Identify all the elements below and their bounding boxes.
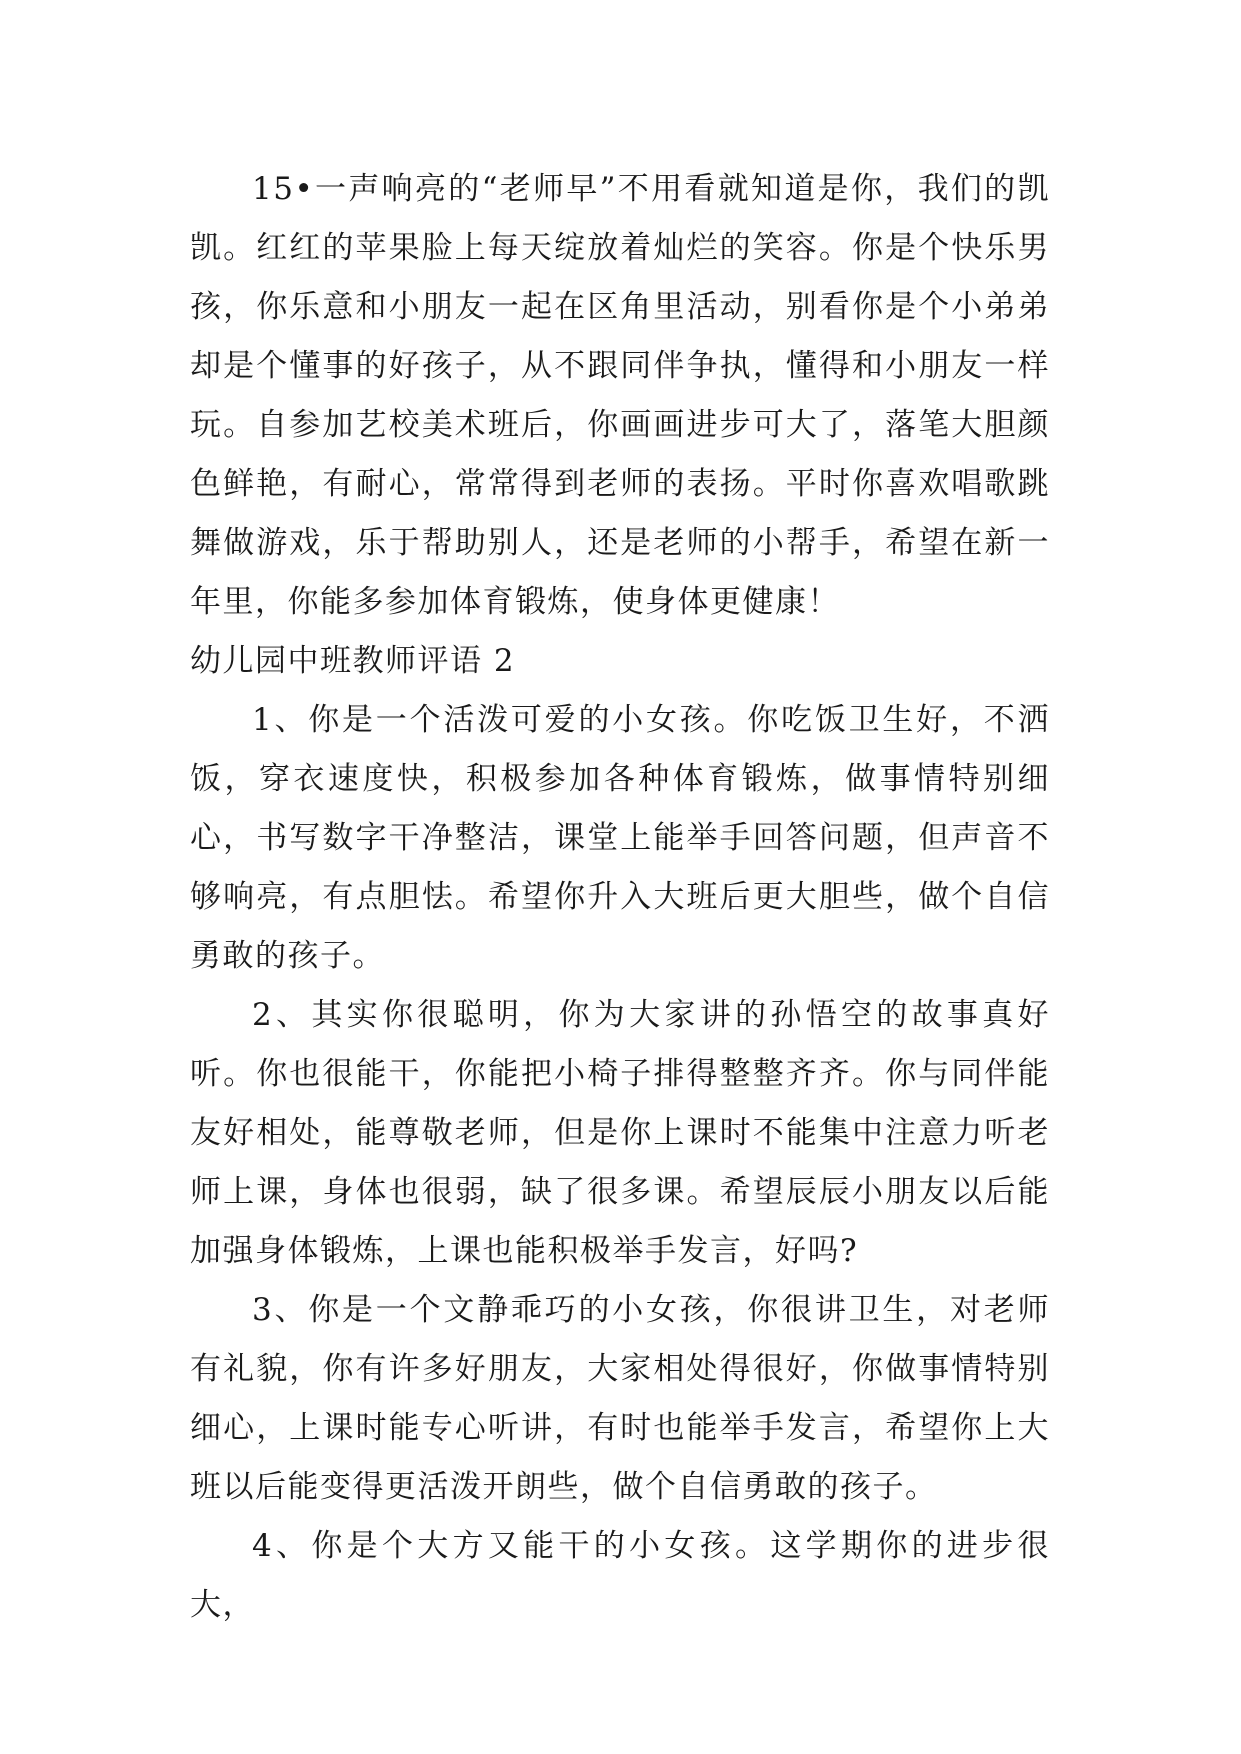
paragraph-item-1: 1、你是一个活泼可爱的小女孩。你吃饭卫生好，不洒饭，穿衣速度快，积极参加各种体育锻炼，做事情特别细心，书写数字干净整洁，课堂上能举手回答问题，但声音不够响亮，有点胆怯。希望你升入大班后更大胆些，做个自信勇敢的孩子。 — [190, 702, 1050, 974]
document-body — [190, 160, 1050, 1635]
section-heading: 幼儿园中班教师评语 2 — [190, 643, 516, 679]
paragraph-item-4: 4、你是个大方又能干的小女孩。这学期你的进步很大， — [190, 1528, 1050, 1623]
paragraph-item-3: 3、你是一个文静乖巧的小女孩，你很讲卫生，对老师有礼貌，你有许多好朋友，大家相处得很好，你做事情特别细心，上课时能专心听讲，有时也能举手发言，希望你上大班以后能变得更活泼开朗些，做个自信勇敢的孩子。 — [190, 1292, 1050, 1505]
paragraph-15: 15•一声响亮的“老师早”不用看就知道是你，我们的凯凯。红红的苹果脸上每天绽放着灿烂的笑容。你是个快乐男孩，你乐意和小朋友一起在区角里活动，别看你是个小弟弟却是个懂事的好孩子，从不跟同伴争执，懂得和小朋友一样玩。自参加艺校美术班后，你画画进步可大了，落笔大胆颜色鲜艳，有耐心，常常得到老师的表扬。平时你喜欢唱歌跳舞做游戏，乐于帮助别人，还是老师的小帮手，希望在新一年里，你能多参加体育锻炼，使身体更健康！ — [190, 171, 1050, 620]
paragraph-item-2: 2、其实你很聪明，你为大家讲的孙悟空的故事真好听。你也很能干，你能把小椅子排得整整齐齐。你与同伴能友好相处，能尊敬老师，但是你上课时不能集中注意力听老师上课，身体也很弱，缺了很多课。希望辰辰小朋友以后能加强身体锻炼，上课也能积极举手发言，好吗? — [190, 997, 1050, 1269]
